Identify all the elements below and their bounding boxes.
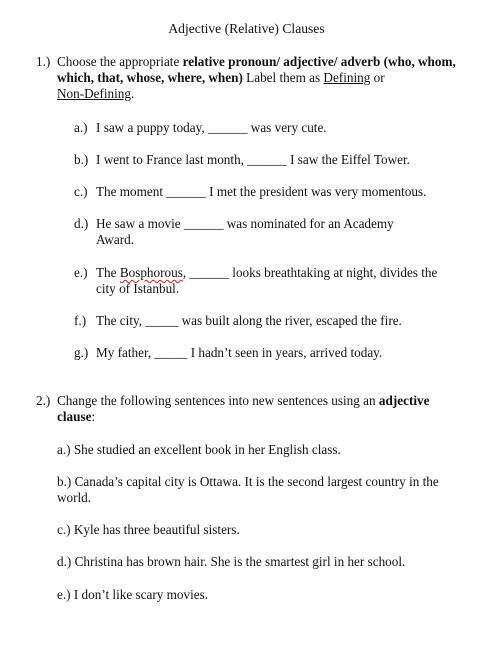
q2-item-e: e.) I don’t like scary movies. <box>57 587 209 602</box>
question-1-text: Choose the appropriate relative pronoun/ adjective/ adverb (who, whom, which, that, whose, where, when) Label them as Defining or <box>57 54 456 85</box>
misspelled-word: Bosphorous <box>119 265 183 280</box>
q1-item-a: a.) I saw a puppy today, ______ was very cute. <box>74 120 327 135</box>
non-defining-label: Non-Defining <box>57 86 131 101</box>
q1-item-d: d.) He saw a movie ______ was nominated for an Academy Award. <box>74 216 394 247</box>
question-1-heading-cont: Non-Defining. <box>57 86 135 101</box>
q2-item-c: c.) Kyle has three beautiful sisters. <box>57 522 240 537</box>
question-2-heading-cont: clause: <box>57 409 96 424</box>
q2-item-d: d.) Christina has brown hair. She is the smartest girl in her school. <box>57 554 406 569</box>
question-2-text: Change the following sentences into new sentences using an adjective <box>57 393 430 408</box>
q1-item-c: c.) The moment ______ I met the president was very momentous. <box>74 184 427 199</box>
q2-item-a: a.) She studied an excellent book in her English class. <box>57 442 341 457</box>
question-1-number: 1.) <box>36 54 51 69</box>
question-2-heading <box>36 393 461 409</box>
question-1-heading <box>36 54 456 86</box>
defining-label: Defining <box>323 70 371 85</box>
q1-item-g: g.) My father, _____ I hadn’t seen in years, arrived today. <box>74 345 383 360</box>
q1-item-e: e.) The Bosphorous, ______ looks breathtaking at night, divides the city of Istanbul. <box>74 265 438 296</box>
question-2-number: 2.) <box>36 393 51 408</box>
q1-item-f: f.) The city, _____ was built along the river, escaped the fire. <box>74 313 402 328</box>
page-title: Adjective (Relative) Clauses <box>168 21 325 36</box>
q1-item-b: b.) I went to France last month, ______ I saw the Eiffel Tower. <box>74 152 410 167</box>
q2-item-b: b.) Canada’s capital city is Ottawa. It is the second largest country in the world. <box>57 474 439 505</box>
